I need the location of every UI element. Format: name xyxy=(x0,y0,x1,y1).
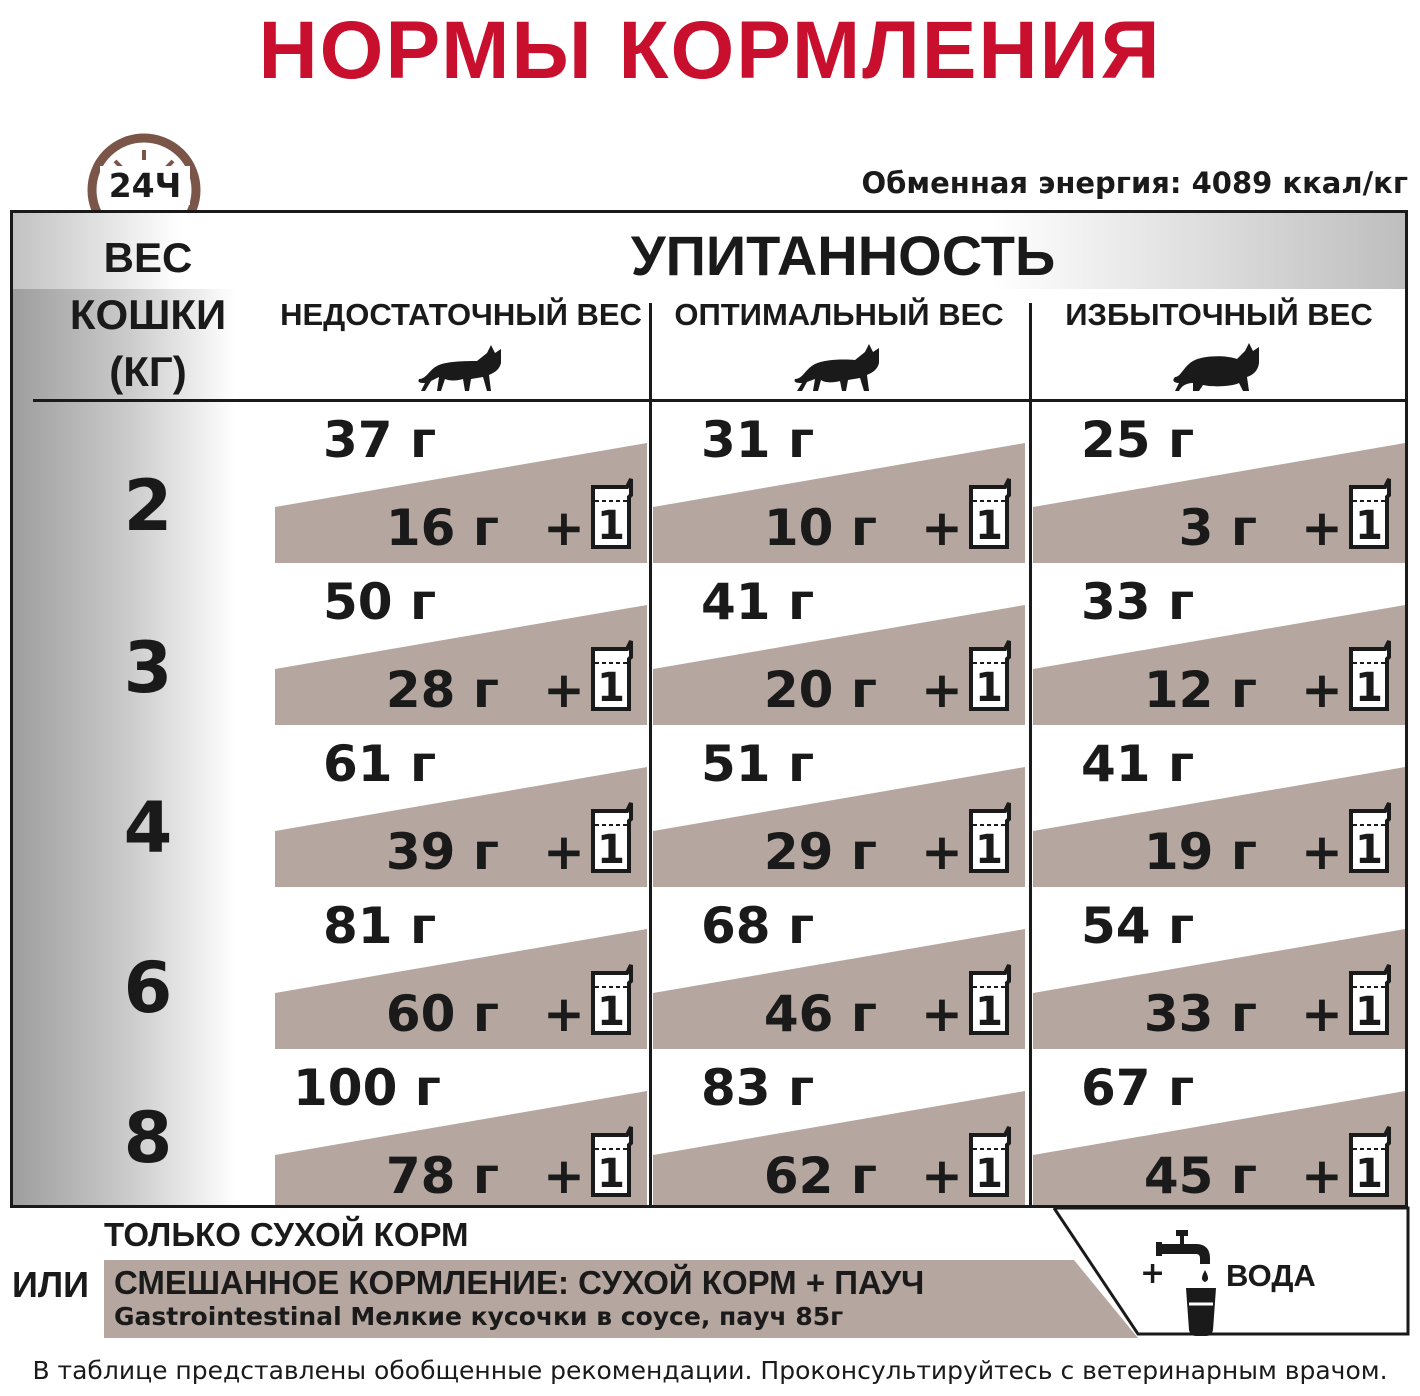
svg-text:1: 1 xyxy=(597,827,625,873)
plus-sign: + xyxy=(921,823,963,881)
legend-water: ВОДА xyxy=(1226,1258,1316,1293)
svg-text:1: 1 xyxy=(597,1151,625,1197)
water-plus: + xyxy=(1140,1256,1166,1291)
dry-amount: 68 г xyxy=(701,897,815,955)
mixed-amount: 10 г xyxy=(763,499,877,557)
plus-sign: + xyxy=(543,499,585,557)
plus-sign: + xyxy=(1301,499,1343,557)
svg-text:1: 1 xyxy=(1355,665,1383,711)
pouch-icon xyxy=(965,799,1013,875)
column-label: ИЗБЫТОЧНЫЙ ВЕС xyxy=(1065,297,1373,332)
table-cell xyxy=(1033,1051,1405,1208)
dry-amount: 37 г xyxy=(323,411,437,469)
pouch-icon xyxy=(587,475,635,551)
mixed-amount: 28 г xyxy=(385,661,499,719)
svg-text:1: 1 xyxy=(975,989,1003,1035)
svg-text:1: 1 xyxy=(597,665,625,711)
table-cell xyxy=(653,889,1025,1049)
mixed-amount: 19 г xyxy=(1143,823,1257,881)
plus-sign: + xyxy=(1301,823,1343,881)
svg-text:1: 1 xyxy=(975,827,1003,873)
page-title: НОРМЫ КОРМЛЕНИЯ xyxy=(258,5,1162,96)
pouch-icon xyxy=(587,799,635,875)
svg-text:1: 1 xyxy=(975,665,1003,711)
pouch-icon xyxy=(1345,637,1393,713)
dry-amount: 50 г xyxy=(323,573,437,631)
mixed-amount: 20 г xyxy=(763,661,877,719)
column-header-underweight xyxy=(275,291,647,399)
legend-mixed: СМЕШАННОЕ КОРМЛЕНИЕ: СУХОЙ КОРМ + ПАУЧ xyxy=(114,1264,925,1301)
water-tap-icon xyxy=(1156,1230,1216,1338)
footer-disclaimer: В таблице представлены обобщенные рекомендации. Проконсультируйтесь с ветеринарным врачом. xyxy=(32,1356,1388,1385)
dry-amount: 61 г xyxy=(323,735,437,793)
column-label: ОПТИМАЛЬНЫЙ ВЕС xyxy=(674,297,1004,332)
clock-label: 24Ч xyxy=(100,166,190,205)
table-cell xyxy=(653,1051,1025,1208)
plus-sign: + xyxy=(921,499,963,557)
table-cell xyxy=(275,565,647,725)
weight-header-line: ВЕС xyxy=(103,234,193,281)
legend-mixed-product: Gastrointestinal Мелкие кусочки в соусе, пауч 85г xyxy=(114,1302,844,1331)
pouch-icon xyxy=(965,961,1013,1037)
svg-text:1: 1 xyxy=(1355,989,1383,1035)
column-header-overweight xyxy=(1033,291,1405,399)
weight-header-line: (КГ) xyxy=(109,348,187,395)
table-cell xyxy=(275,1051,647,1208)
mixed-amount: 62 г xyxy=(763,1147,877,1205)
pouch-icon xyxy=(587,1123,635,1199)
plus-sign: + xyxy=(1301,985,1343,1043)
pouch-count: 1 xyxy=(597,503,625,549)
weight-value: 2 xyxy=(123,465,173,547)
weight-value: 3 xyxy=(123,627,173,709)
dry-amount: 81 г xyxy=(323,897,437,955)
body-condition-header: УПИТАННОСТЬ xyxy=(630,224,1056,287)
plus-sign: + xyxy=(543,661,585,719)
weight-value: 6 xyxy=(123,947,173,1029)
legend-or: ИЛИ xyxy=(12,1264,90,1305)
table-cell xyxy=(1033,727,1405,887)
cat-optimal-icon xyxy=(791,339,887,397)
table-cell xyxy=(1033,889,1405,1049)
dry-amount: 51 г xyxy=(701,735,815,793)
weight-column-header xyxy=(23,229,273,400)
column-label: НЕДОСТАТОЧНЫЙ ВЕС xyxy=(280,297,642,332)
pouch-icon xyxy=(587,961,635,1037)
energy-value: Обменная энергия: 4089 ккал/кг xyxy=(861,166,1408,200)
mixed-amount: 12 г xyxy=(1143,661,1257,719)
svg-text:1: 1 xyxy=(975,1151,1003,1197)
cat-underweight-icon xyxy=(413,339,509,397)
plus-sign: + xyxy=(921,985,963,1043)
table-cell xyxy=(653,403,1025,563)
dry-amount: 31 г xyxy=(701,411,815,469)
plus-sign: + xyxy=(921,661,963,719)
mixed-amount: 45 г xyxy=(1143,1147,1257,1205)
plus-sign: + xyxy=(543,985,585,1043)
mixed-amount: 16 г xyxy=(385,499,499,557)
header-divider xyxy=(33,399,1408,402)
legend-dry-only: ТОЛЬКО СУХОЙ КОРМ xyxy=(104,1216,469,1253)
dry-amount: 67 г xyxy=(1081,1059,1195,1117)
plus-sign: + xyxy=(921,1147,963,1205)
feeding-table xyxy=(10,210,1408,1208)
dry-amount: 33 г xyxy=(1081,573,1195,631)
plus-sign: + xyxy=(543,1147,585,1205)
mixed-amount: 3 г xyxy=(1178,499,1257,557)
svg-text:1: 1 xyxy=(1355,827,1383,873)
table-cell xyxy=(275,889,647,1049)
pouch-icon xyxy=(587,637,635,713)
mixed-amount: 39 г xyxy=(385,823,499,881)
svg-text:1: 1 xyxy=(1355,1151,1383,1197)
pouch-icon xyxy=(965,475,1013,551)
dry-amount: 41 г xyxy=(1081,735,1195,793)
dry-amount: 41 г xyxy=(701,573,815,631)
mixed-amount: 78 г xyxy=(385,1147,499,1205)
dry-amount: 100 г xyxy=(293,1059,441,1117)
table-cell xyxy=(275,403,647,563)
dry-amount: 83 г xyxy=(701,1059,815,1117)
pouch-icon xyxy=(1345,475,1393,551)
weight-header-line: КОШКИ xyxy=(69,291,227,338)
cat-overweight-icon xyxy=(1171,339,1267,397)
plus-sign: + xyxy=(1301,1147,1343,1205)
pouch-icon xyxy=(965,637,1013,713)
table-cell xyxy=(653,565,1025,725)
pouch-icon xyxy=(1345,961,1393,1037)
svg-text:1: 1 xyxy=(975,503,1003,549)
table-cell xyxy=(653,727,1025,887)
pouch-icon xyxy=(1345,799,1393,875)
dry-amount: 54 г xyxy=(1081,897,1195,955)
column-header-optimal xyxy=(653,291,1025,399)
column-divider xyxy=(649,303,652,1208)
mixed-amount: 29 г xyxy=(763,823,877,881)
table-cell xyxy=(1033,565,1405,725)
mixed-amount: 60 г xyxy=(385,985,499,1043)
dry-amount: 25 г xyxy=(1081,411,1195,469)
weight-value: 8 xyxy=(123,1097,173,1179)
weight-value: 4 xyxy=(123,787,173,869)
pouch-icon xyxy=(1345,1123,1393,1199)
plus-sign: + xyxy=(1301,661,1343,719)
pouch-icon xyxy=(965,1123,1013,1199)
table-cell xyxy=(1033,403,1405,563)
table-cell xyxy=(275,727,647,887)
mixed-amount: 33 г xyxy=(1143,985,1257,1043)
svg-text:1: 1 xyxy=(1355,503,1383,549)
mixed-amount: 46 г xyxy=(763,985,877,1043)
plus-sign: + xyxy=(543,823,585,881)
column-divider xyxy=(1029,303,1032,1208)
svg-text:1: 1 xyxy=(597,989,625,1035)
